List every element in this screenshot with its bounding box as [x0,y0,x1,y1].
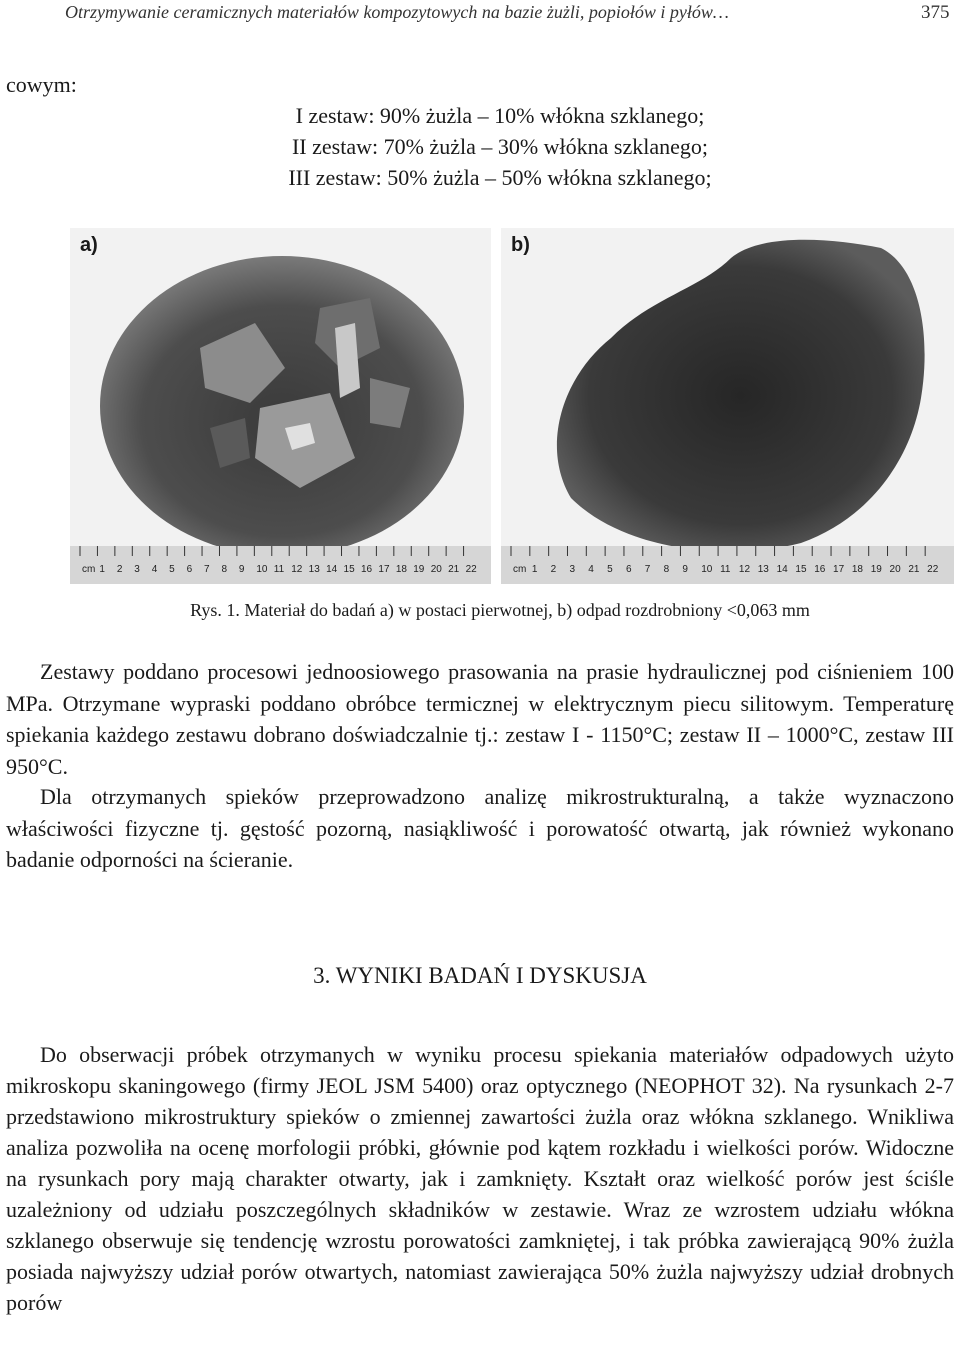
panel-label-a: a) [80,234,98,256]
raw-slag-photo [70,228,491,584]
set-3: III zestaw: 50% żużla – 50% włókna szklanego; [288,165,712,190]
ruler-label: 3 [134,564,140,575]
ruler-label: 16 [360,564,373,575]
ruler-label: 9 [682,564,688,575]
ruler-label: 19 [413,564,425,575]
ruler-label: 8 [221,564,228,575]
ruler-label: 15 [343,564,355,575]
ruler-label: 7 [204,564,210,575]
ruler-label: 12 [291,564,303,575]
ruler-label: 16 [814,564,826,575]
ruler-label: 11 [720,564,731,575]
ruler-label: 11 [273,564,285,575]
paragraph-results: Do obserwacji próbek otrzymanych w wyniku procesu spiekania materiałów odpadowych użyto mikroskopu skaningowego (firmy JEOL JSM 5400) oraz optycznego (NEOPHOT 32). Na rysunkach 2-7 przedstawiono mikrostruktury spieków o zmiennej zawartości żużla oraz włókna szklanego. Wnikliwa analiza pozwoliła na ocenę morfologii próbki, głównie pod kątem rozkładu i wielkości porów. Widoczne na rysunkach pory mają charakter otwarty, jak i zamknięty. Kształt oraz wielkość porów jest ściśle uzależniony od udziału poszczególnych składników w zestawie. Wraz ze wzrostem udziału włókna szklanego obserwuje się tendencję wzrostu porowatości zamkniętej, i tak próbka zawierającą 90% żużla posiada najwyższy udział porów otwartych, natomiast zawierająca 50% żużla najwyższy udział drobnych porów [6,1042,954,1315]
ruler-label: 6 [625,564,632,575]
ruler-label: 9 [238,564,245,575]
set-1: I zestaw: 90% żużla – 10% włókna szklanego; [295,103,705,128]
ruler-label: 7 [644,564,651,575]
ruler-label: 4 [588,564,594,575]
ruler-label: 18 [851,564,863,575]
ruler-label: 5 [607,564,613,575]
ruler-label: 3 [569,564,576,575]
ruler-label: 10 [701,564,713,575]
ruler-label: 13 [757,564,769,575]
ruler-label: 17 [833,564,845,575]
ruler-label: 19 [870,564,882,575]
ruler-label: 13 [308,564,320,575]
figure-caption: Rys. 1. Materiał do badań a) w postaci pierwotnej, b) odpad rozdrobniony <0,063 mm [190,600,810,620]
ruler-label: 20 [889,564,901,575]
photo-panel-b [501,228,954,584]
ruler-label: 10 [256,564,268,575]
ruler-label: 15 [795,564,807,575]
panel-label-b: b) [511,234,530,256]
ruler-label: 1 [531,564,538,575]
ruler-label: 22 [465,564,477,575]
ruler-label: 21 [448,564,460,575]
page-number: 375 [921,2,950,23]
ruler-label: 12 [738,564,751,575]
composition-sets [0,100,960,193]
ruler-label: 5 [169,564,175,575]
ruler-label: 14 [776,564,788,575]
section-heading: 3. WYNIKI BADAŃ I DYSKUSJA [313,963,647,988]
figure-1 [70,228,954,584]
paragraph-analysis: Dla otrzymanych spieków przeprowadzono analizę mikrostrukturalną, a także wyznaczono właściwości fizyczne tj. gęstość pozorną, nasiąkliwość i porowatość otwartą, jak również wykonano badanie odporności na ścieranie. [6,784,954,872]
photo-panel-a [70,228,491,584]
ruler-label: 18 [395,564,407,575]
ruler-label: cm [513,564,527,575]
ruler-label: 2 [116,564,123,575]
ruler-label: 14 [326,564,338,575]
ruler-label: 6 [186,564,193,575]
paragraph-pressing: Zestawy poddano procesowi jednoosiowego prasowania na prasie hydraulicznej pod ciśnieniem 100 MPa. Otrzymane wypraski poddano obróbce termicznej w elektrycznym piecu silitowym. Temperaturę spiekania każdego zestawu dobrano doświadczalnie tj.: zestaw I - 1150°C; zestaw II – 1000°C, zestaw III 950°C. [6,659,954,779]
ruler-label: 8 [663,564,670,575]
ruler-label: 21 [908,564,920,575]
ground-waste-photo [501,228,954,584]
running-title: Otrzymywanie ceramicznych materiałów kompozytowych na bazie żużli, popiołów i pyłów… [65,2,729,22]
ruler-label: 22 [927,564,939,575]
ruler-label: 1 [99,564,105,575]
continuation-text: cowym: [6,72,77,97]
ruler-label: cm [82,564,96,575]
ruler-label: 2 [550,564,557,575]
running-header [0,0,960,30]
ruler-label: 4 [151,564,158,575]
set-2: II zestaw: 70% żużla – 30% włókna szklanego; [291,134,709,159]
ruler-label: 20 [430,564,442,575]
ruler-label: 17 [378,564,390,575]
